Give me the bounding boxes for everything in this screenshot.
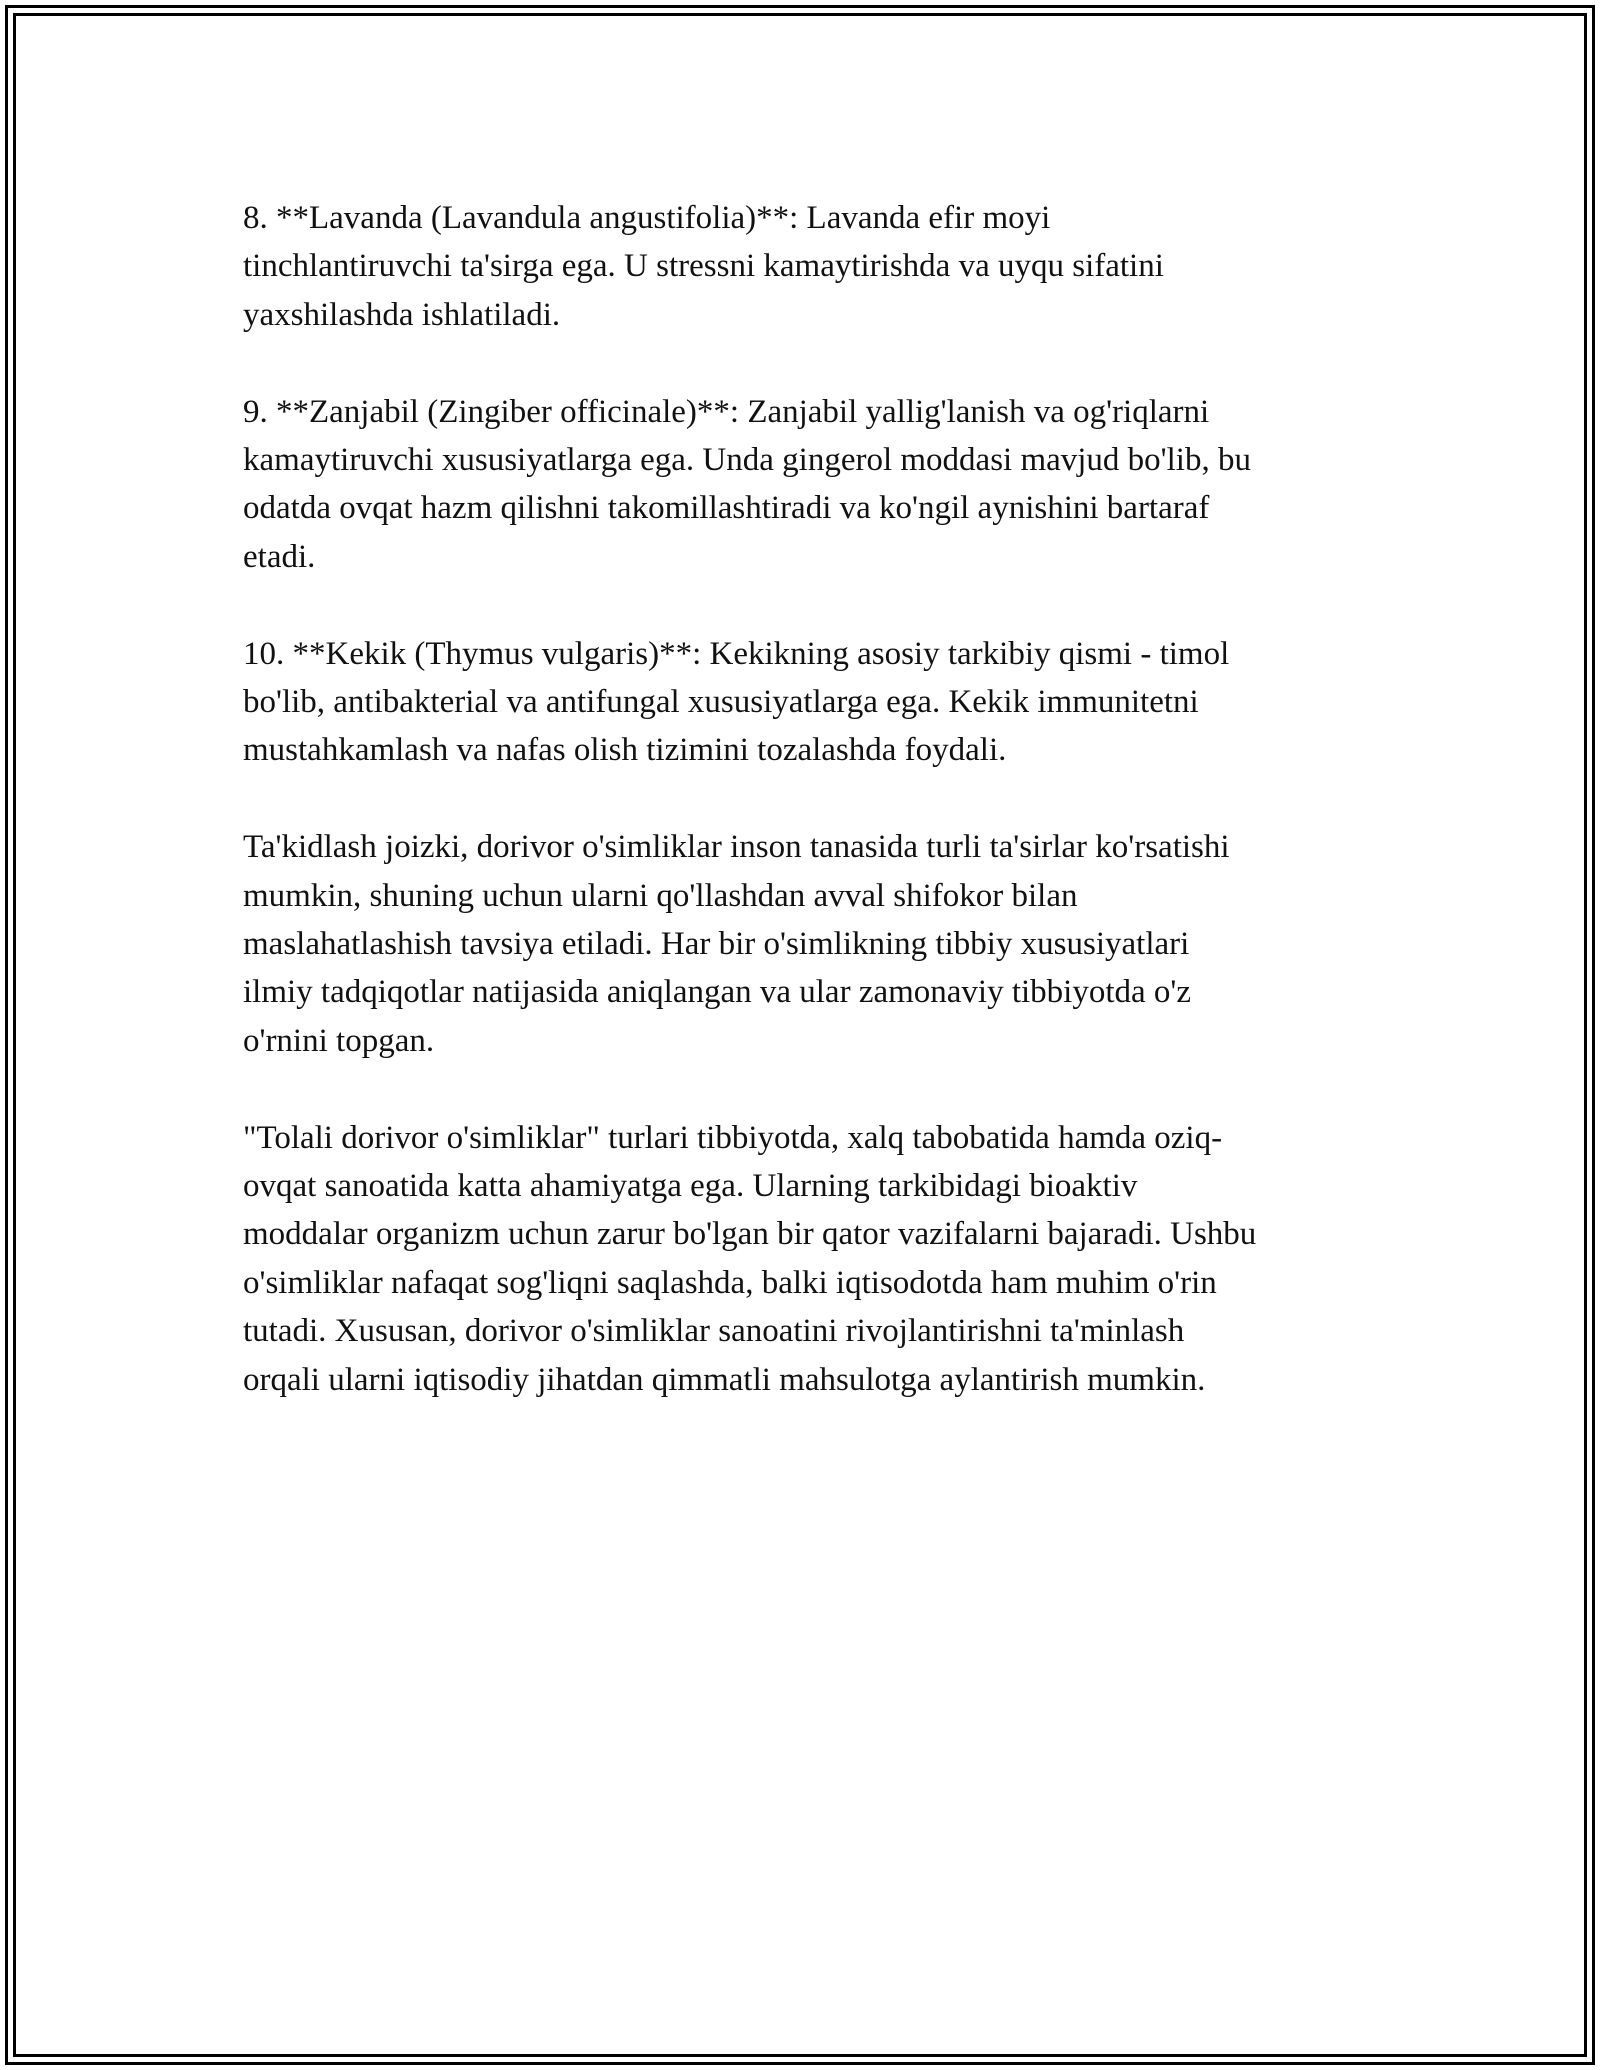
page-frame	[5, 5, 1595, 2065]
paragraph-kekik: 10. **Kekik (Thymus vulgaris)**: Kekikning asosiy tarkibiy qismi - timol bo'lib, antibakterial va antifungal xususiyatlarga ega. Kekik immunitetni mustahkamlash va nafas olish tizimini tozalashda foydali.	[243, 635, 1230, 769]
paragraph-zanjabil: 9. **Zanjabil (Zingiber officinale)**: Zanjabil yallig'lanish va og'riqlarni kamaytiruvchi xususiyatlarga ega. Unda gingerol moddasi mavjud bo'lib, bu odatda ovqat hazm qilishni takomillashtiradi va ko'ngil aynishini bartaraf etadi.	[243, 393, 1251, 575]
paragraph-note: Ta'kidlash joizki, dorivor o'simliklar inson tanasida turli ta'sirlar ko'rsatishi mumkin, shuning uchun ularni qo'llashdan avval shifokor bilan maslahatlashish tavsiya etiladi. Har bir o'simlikning tibbiy xususiyatlari ilmiy tadqiqotlar natijasida aniqlangan va ular zamonaviy tibbiyotda o'z o'rnini topgan.	[243, 829, 1230, 1059]
paragraph-conclusion: "Tolali dorivor o'simliklar" turlari tibbiyotda, xalq tabobatida hamda oziq- ovqat sanoatida katta ahamiyatga ega. Ularning tarkibidagi bioaktiv moddalar organizm uchun zarur bo'lgan bir qator vazifalarni bajaradi. Ushbu o'simliklar nafaqat sog'liqni saqlashda, balki iqtisodotda ham muhim o'rin tutadi. Xususan, dorivor o'simliklar sanoatini rivojlantirishni ta'minlash orqali ularni iqtisodiy jihatdan qimmatli mahsulotga aylantirish mumkin.	[243, 1119, 1257, 1398]
document-body	[243, 194, 1373, 1452]
paragraph-lavanda: 8. **Lavanda (Lavandula angustifolia)**: Lavanda efir moyi tinchlantiruvchi ta'sirga ega. U stressni kamaytirishda va uyqu sifatini yaxshilashda ishlatiladi.	[243, 200, 1164, 333]
